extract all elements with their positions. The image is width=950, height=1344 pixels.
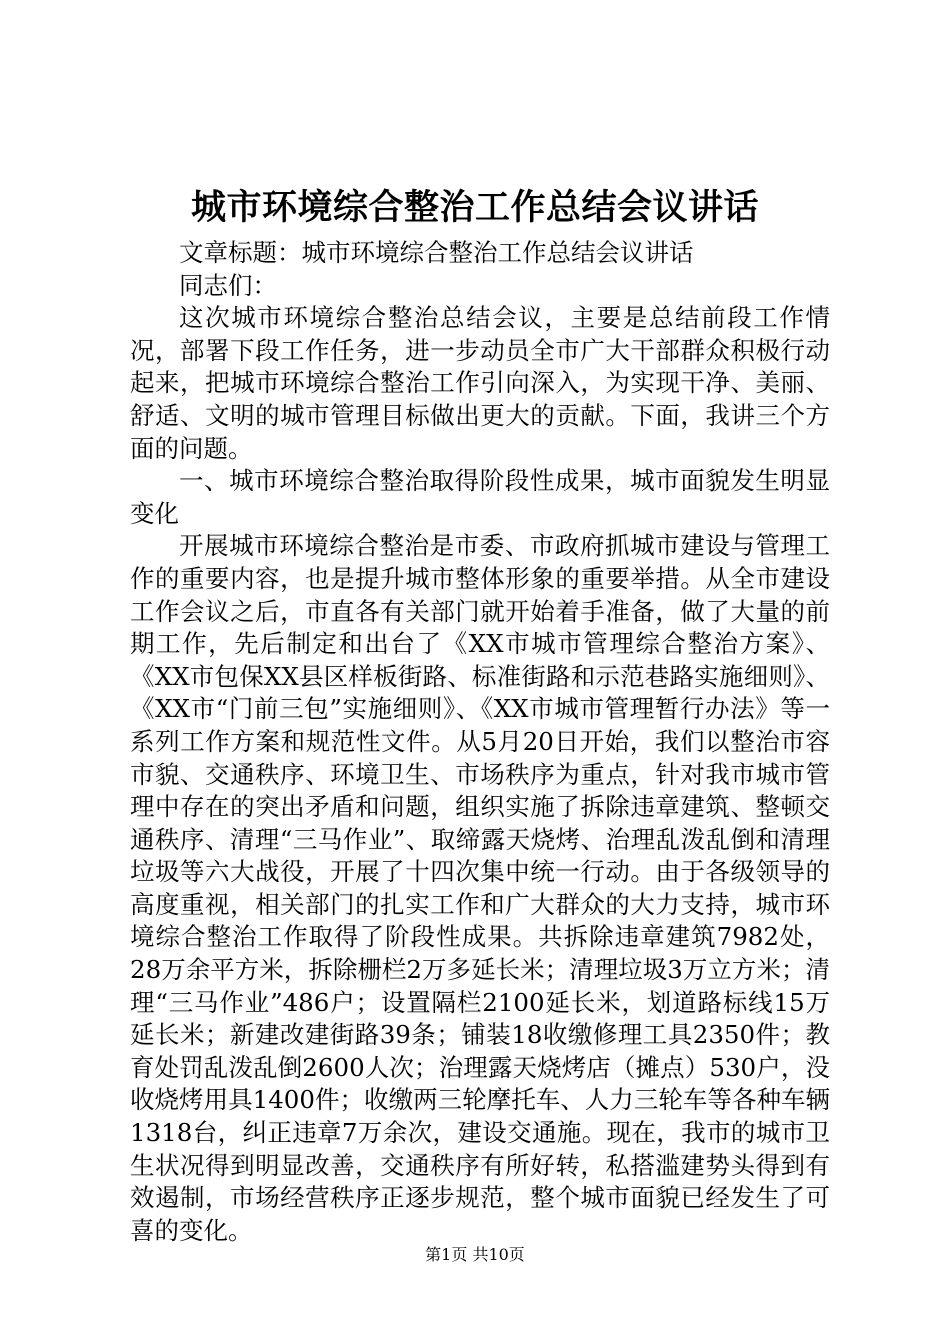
document-title: 城市环境综合整治工作总结会议讲话 xyxy=(190,187,759,228)
intro-paragraph: 这次城市环境综合整治总结会议，主要是总结前段工作情况，部署下段工作任务，进一步动员全市广大干部群众积极行动起来，把城市环境综合整治工作引向深入，为实现干净、美丽、舒适、文明的城市管理目标做出更大的贡献。下面，我讲三个方面的问题。 xyxy=(130,303,830,463)
salutation: 同志们： xyxy=(179,270,277,300)
document-body xyxy=(130,237,830,1247)
body-paragraph: 开展城市环境综合整治是市委、市政府抓城市建设与管理工作的重要内容，也是提升城市整体形象的重要举措。从全市建设工作会议之后，市直各有关部门就开始着手准备，做了大量的前期工作，先后制定和出台了《XX市城市管理综合整治方案》、《XX市包保XX县区样板街路、标准街路和示范巷路实施细则》、《XX市“门前三包”实施细则》、《XX市城市管理暂行办法》等一系列工作方案和规范性文件。从5月20日开始，我们以整治市容市貌、交通秩序、环境卫生、市场秩序为重点，针对我市城市管理中存在的突出矛盾和问题，组织实施了拆除违章建筑、整顿交通秩序、清理“三马作业”、取缔露天烧烤、治理乱泼乱倒和清理垃圾等六大战役，开展了十四次集中统一行动。由于各级领导的高度重视，相关部门的扎实工作和广大群众的大力支持，城市环境综合整治工作取得了阶段性成果。共拆除违章建筑7982处，28万余平方米，拆除栅栏2万多延长米；清理垃圾3万立方米；清理“三马作业”486户；设置隔栏2100延长米，划道路标线15万延长米；新建改建街路39条；铺装18收缴修理工具2350件；教育处罚乱泼乱倒2600人次；治理露天烧烤店（摊点）530户，没收烧烤用具1400件；收缴两三轮摩托车、人力三轮车等各种车辆1318台，纠正违章7万余次，建设交通施。现在，我市的城市卫生状况得到明显改善，交通秩序有所好转，私搭滥建势头得到有效遏制，市场经营秩序正逐步规范，整个城市面貌已经发生了可喜的变化。 xyxy=(130,531,830,1245)
section-heading: 一、城市环境综合整治取得阶段性成果，城市面貌发生明显变化 xyxy=(130,466,830,528)
page-footer: 第1页 共10页 xyxy=(425,1245,525,1264)
article-title-line: 文章标题：城市环境综合整治工作总结会议讲话 xyxy=(179,238,694,267)
